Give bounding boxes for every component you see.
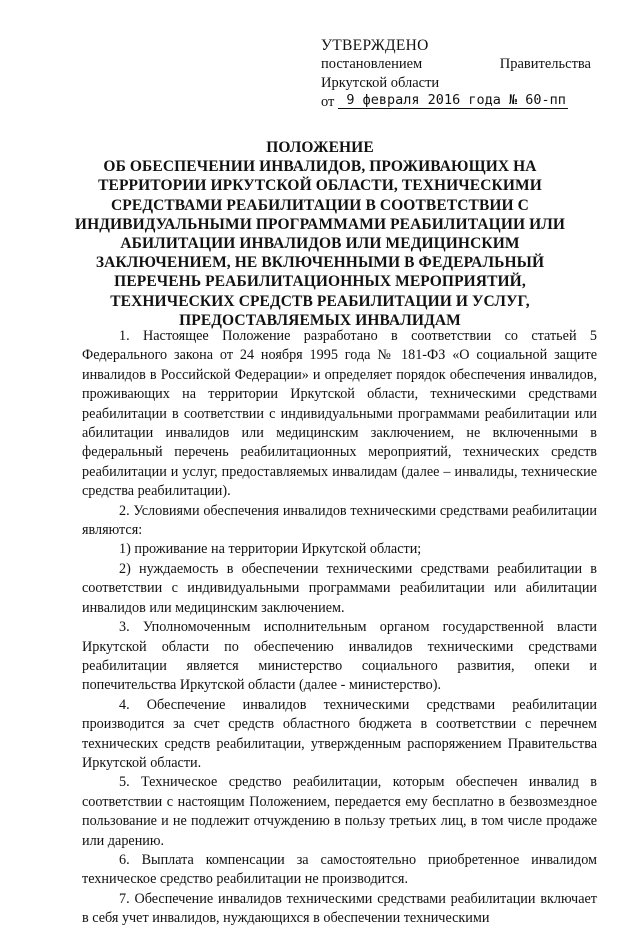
heading-line: ПОЛОЖЕНИЕ (266, 139, 374, 156)
paragraph-3: 3. Уполномоченным исполнительным органом государственной власти Иркутской области по обеспечению инвалидов техническими средствами реабилитации является министерство социального развития, опеки и попечительства Иркутской области (далее - министерство). (82, 619, 597, 694)
paragraph-7: 7. Обеспечение инвалидов техническими средствами реабилитации включает в себя учет инвалидов, нуждающихся в обеспечении техническими (82, 890, 597, 927)
heading-line: ПЕРЕЧЕНЬ РЕАБИЛИТАЦИОННЫХ МЕРОПРИЯТИЙ, (114, 273, 526, 291)
paragraph-2: 2. Условиями обеспечения инвалидов техническими средствами реабилитации являются: (82, 502, 597, 539)
document-body (82, 327, 597, 929)
heading-line: ПРЕДОСТАВЛЯЕМЫХ ИНВАЛИДАМ (179, 311, 461, 329)
approval-date-row (321, 93, 591, 112)
approval-region: Иркутской области (321, 75, 440, 91)
approval-issuer-left: постановлением (321, 56, 423, 72)
paragraph-1: 1. Настоящее Положение разработано в соответствии со статьей 5 Федерального закона от 24 ноября 1995 года № 181-ФЗ «О социальной защите инвалидов в Российской Федерации» и определяет порядок обеспечения инвалидов, проживающих на территории Иркутской области, техническими средствами реабилитации в соответствии с индивидуальными программами реабилитации или абилитации инвалидов или медицинским заключением, не включенными в федеральный перечень реабилитационных мероприятий, технических средств реабилитации и услуг, предоставляемых инвалидам (далее – инвалиды, технические средства реабилитации). (82, 328, 597, 500)
paragraph-5: 5. Техническое средство реабилитации, которым обеспечен инвалид в соответствии с настоящим Положением, передается ему бесплатно в безвозмездное пользование и не подлежит отчуждению в пользу третьих лиц, в том числе продаже или дарению. (82, 774, 597, 849)
approval-date-prefix: от (321, 94, 335, 110)
heading-line: ЗАКЛЮЧЕНИЕМ, НЕ ВКЛЮЧЕННЫМИ В ФЕДЕРАЛЬНЫЙ (95, 254, 545, 272)
heading-line: СРЕДСТВАМИ РЕАБИЛИТАЦИИ В СООТВЕТСТВИИ С (111, 196, 529, 214)
paragraph-4: 4. Обеспечение инвалидов техническими средствами реабилитации производится за счет средств областного бюджета в соответствии с перечнем технических средств реабилитации, утвержденным распоряжением Правительства Иркутской области. (82, 696, 597, 771)
heading-line: ОБ ОБЕСПЕЧЕНИИ ИНВАЛИДОВ, ПРОЖИВАЮЩИХ НА (103, 158, 537, 176)
approval-date-value: 9 февраля 2016 года № 60-пп (338, 92, 567, 109)
heading-line: ИНДИВИДУАЛЬНЫМИ ПРОГРАММАМИ РЕАБИЛИТАЦИИ ИЛИ (74, 215, 566, 233)
paragraph-2-item-1: 1) проживание на территории Иркутской области; (119, 541, 422, 558)
heading-line: АБИЛИТАЦИИ ИНВАЛИДОВ ИЛИ МЕДИЦИНСКИМ (120, 235, 520, 253)
document-heading (60, 138, 580, 330)
approval-stamp (321, 36, 591, 112)
heading-line: ТЕХНИЧЕСКИХ СРЕДСТВ РЕАБИЛИТАЦИИ И УСЛУГ, (110, 292, 530, 310)
approval-issuer-row (321, 55, 591, 74)
paragraph-2-item-2: 2) нуждаемость в обеспечении техническими средствами реабилитации в соответствии с индивидуальными программами реабилитации или абилитации инвалидов или медицинским заключением. (82, 560, 597, 616)
approval-title: УТВЕРЖДЕНО (321, 37, 429, 54)
heading-line: ТЕРРИТОРИИ ИРКУТСКОЙ ОБЛАСТИ, ТЕХНИЧЕСКИМИ (98, 177, 542, 195)
paragraph-6: 6. Выплата компенсации за самостоятельно приобретенное инвалидом техническое средство реабилитации не производится. (82, 851, 597, 888)
approval-issuer-right: Правительства (499, 56, 591, 72)
